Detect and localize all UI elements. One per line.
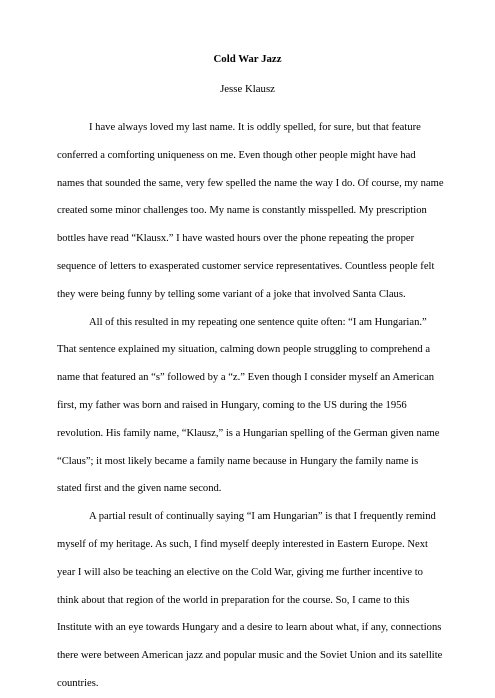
paragraph: A partial result of continually saying “I am Hungarian” is that I frequently remind myself of my heritage. As such, I find myself deeply interested in Eastern Europe. Next year I will also be teaching an elective on the Cold War, giving me further incentive to think about that region of the world in preparation for the course. So, I came to this Institute with an eye towards Hungary and a desire to learn about what, if any, connections there were between American jazz and popular music and the Soviet Union and its satellite countries. <box>57 511 443 689</box>
document-author: Jesse Klausz <box>220 83 275 95</box>
paragraph: I have always loved my last name. It is oddly spelled, for sure, but that feature conferred a comforting uniqueness on me. Even though other people might have had names that sounded the same, very few spelled the name the way I do. Of course, my name created some minor challenges too. My name is constantly misspelled. My prescription bottles have read “Klausx.” I have wasted hours over the phone repeating the proper sequence of letters to exasperated customer service representatives. Countless people felt they were being funny by telling some variant of a joke that involved Santa Claus. <box>57 122 444 300</box>
paragraph: All of this resulted in my repeating one sentence quite often: “I am Hungarian.” That sentence explained my situation, calming down people struggling to comprehend a name that featured an “s” followed by a “z.” Even though I consider myself an American first, my father was born and raised in Hungary, coming to the US during the 1956 revolution. His family name, “Klausz,” is a Hungarian spelling of the German given name “Claus”; it most likely became a family name because in Hungary the family name is stated first and the given name second. <box>57 316 440 495</box>
document-title: Cold War Jazz <box>213 53 282 65</box>
document-body <box>57 114 445 698</box>
